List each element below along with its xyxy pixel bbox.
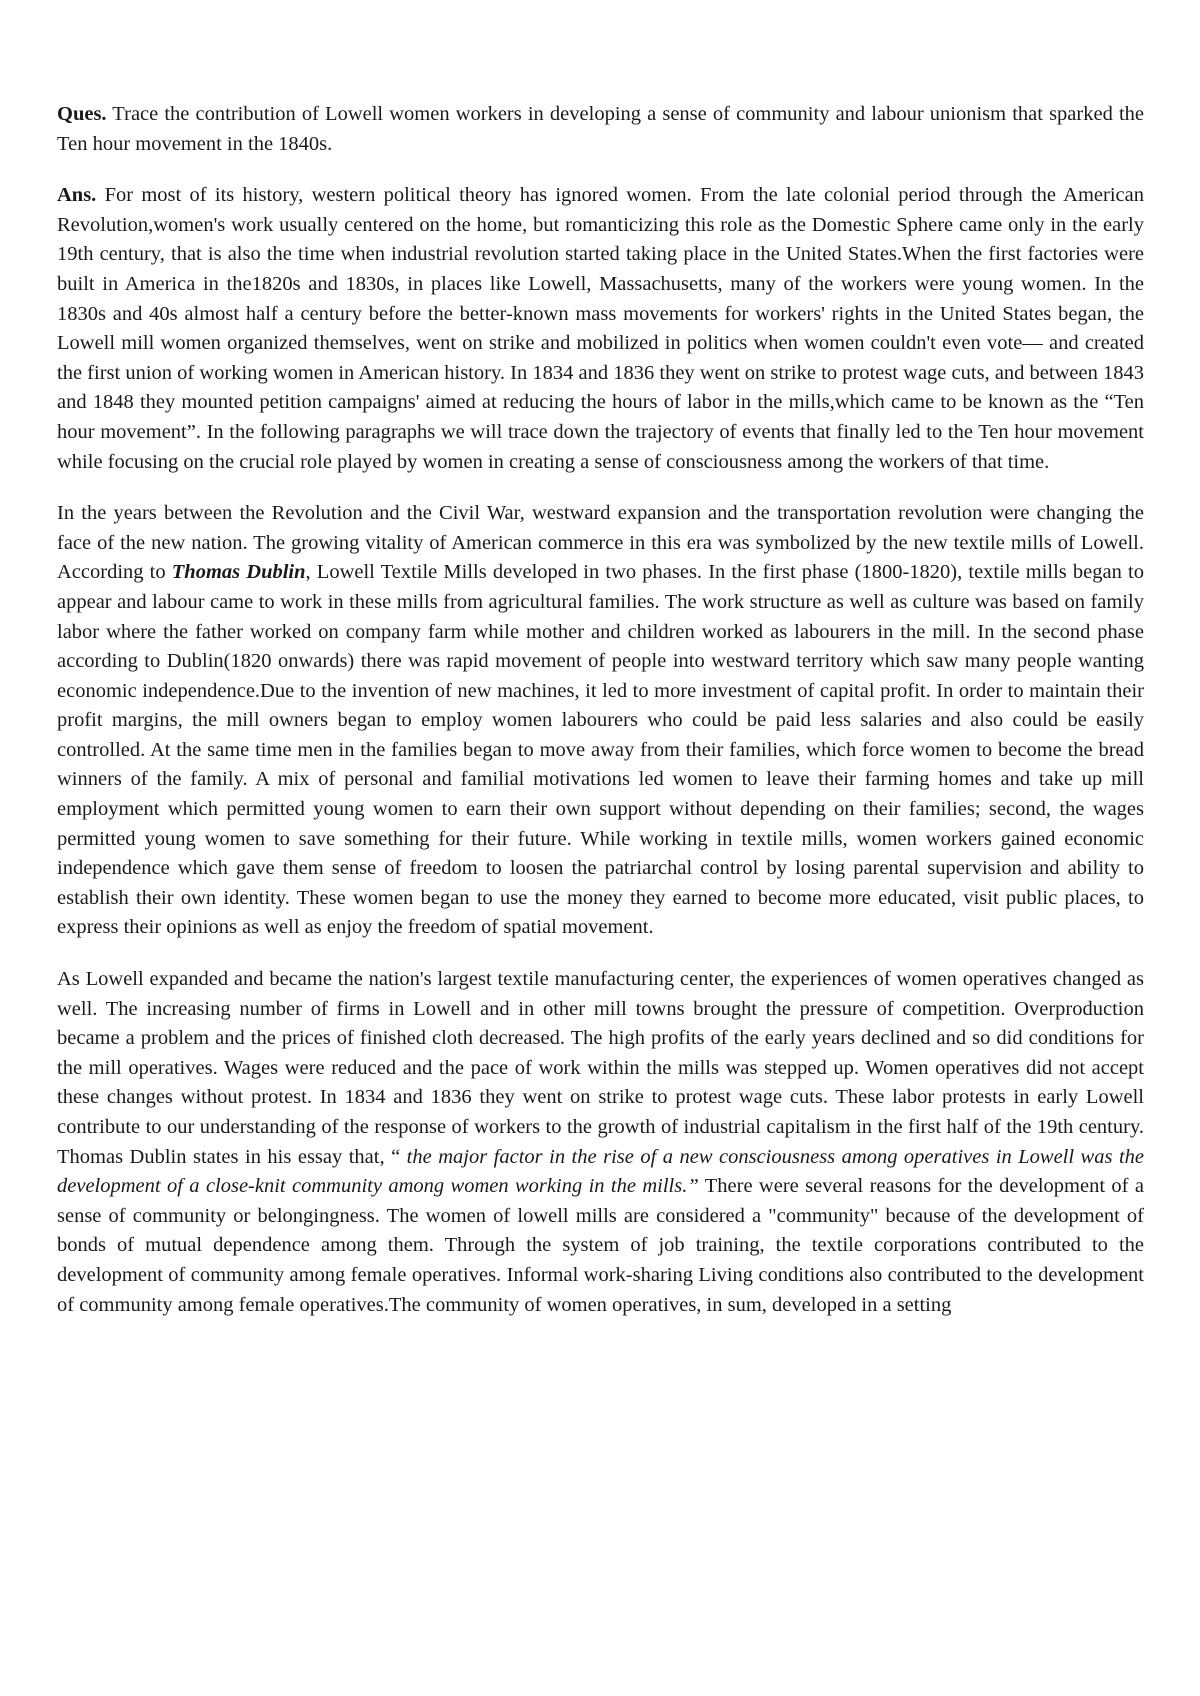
answer-text: For most of its history, western political theory has ignored women. From the late colonial period through the American Revolution,women's work usually centered on the home, but romanticizing this role as the Domestic Sphere came only in the early 19th century, that is also the time when industrial revolution started taking place in the United States.When the first factories were built in America in the1820s and 1830s, in places like Lowell, Massachusetts, many of the workers were young women. In the 1830s and 40s almost half a century before the better-known mass movements for workers' rights in the United States began, the Lowell mill women organized themselves, went on strike and mobilized in politics when women couldn't even vote— and created the first union of working women in American history. In 1834 and 1836 they went on strike to protest wage cuts, and between 1843 and 1848 they mounted petition campaigns' aimed at reducing the hours of labor in the mills,which came to be known as the “Ten hour movement”. In the following paragraphs we will trace down the trajectory of events that finally led to the Ten hour movement while focusing on the crucial role played by women in creating a sense of consciousness among the workers of that time.	[57, 184, 1144, 473]
paragraph-3-text-end: There were several reasons for the development of a sense of community or belongingness. The women of lowell mills are considered a "community" because of the development of bonds of mutual dependence among them. Through the system of job training, the textile corporations contributed to the development of community among female operatives. Informal work-sharing Living conditions also contributed to the development of community among female operatives.The community of women operatives, in sum, developed in a setting	[57, 1175, 1144, 1316]
answer-label: Ans.	[57, 184, 97, 207]
paragraph-2-text-start: In the years between the Revolution and the Civil War, westward expansion and the transportation revolution were changing the face of the new nation. The growing vitality of American commerce in this era was symbolized by the new textile mills of Lowell. According to	[57, 502, 1144, 584]
question-paragraph	[57, 100, 1144, 159]
author-name: Thomas Dublin	[171, 561, 306, 584]
question-text: Trace the contribution of Lowell women workers in developing a sense of community and labour unionism that sparked the Ten hour movement in the 1840s.	[57, 103, 1144, 155]
paragraph-2-text-end: , Lowell Textile Mills developed in two phases. In the first phase (1800-1820), textile mills began to appear and labour came to work in these mills from agricultural families. The work structure as well as culture was based on family labor where the father worked on company farm while mother and children worked as labourers in the mill. In the second phase according to Dublin(1820 onwards) there was rapid movement of people into westward territory which saw many people wanting economic independence.Due to the invention of new machines, it led to more investment of capital profit. In order to maintain their profit margins, the mill owners began to employ women labourers who could be paid less salaries and also could be easily controlled. At the same time men in the families began to move away from their families, which force women to become the bread winners of the family. A mix of personal and familial motivations led women to leave their farming homes and take up mill employment which permitted young women to earn their own support without depending on their families; second, the wages permitted young women to save something for their future. While working in textile mills, women workers gained economic independence which gave them sense of freedom to loosen the patriarchal control by losing parental supervision and ability to establish their own identity. These women began to use the money they earned to become more educated, visit public places, to express their opinions as well as enjoy the freedom of spatial movement.	[57, 561, 1144, 939]
paragraph-textile-mills	[57, 499, 1144, 943]
answer-paragraph	[57, 181, 1144, 477]
document-body	[57, 100, 1144, 1342]
dublin-quote: the major factor in the rise of a new consciousness among operatives in Lowell was the development of a close-knit community among women working in the mills.”	[57, 1145, 1144, 1198]
paragraph-3-text-start: As Lowell expanded and became the nation's largest textile manufacturing center, the experiences of women operatives changed as well. The increasing number of firms in Lowell and in other mill towns brought the pressure of competition. Overproduction became a problem and the prices of finished cloth decreased. The high profits of the early years declined and so did conditions for the mill operatives. Wages were reduced and the pace of work within the mills was stepped up. Women operatives did not accept these changes without protest. In 1834 and 1836 they went on strike to protest wage cuts. These labor protests in early Lowell contribute to our understanding of the response of workers to the growth of industrial capitalism in the first half of the 19th century. Thomas Dublin states in his essay that, “	[57, 968, 1144, 1168]
question-label: Ques.	[57, 103, 107, 125]
paragraph-lowell-expansion	[57, 965, 1144, 1320]
